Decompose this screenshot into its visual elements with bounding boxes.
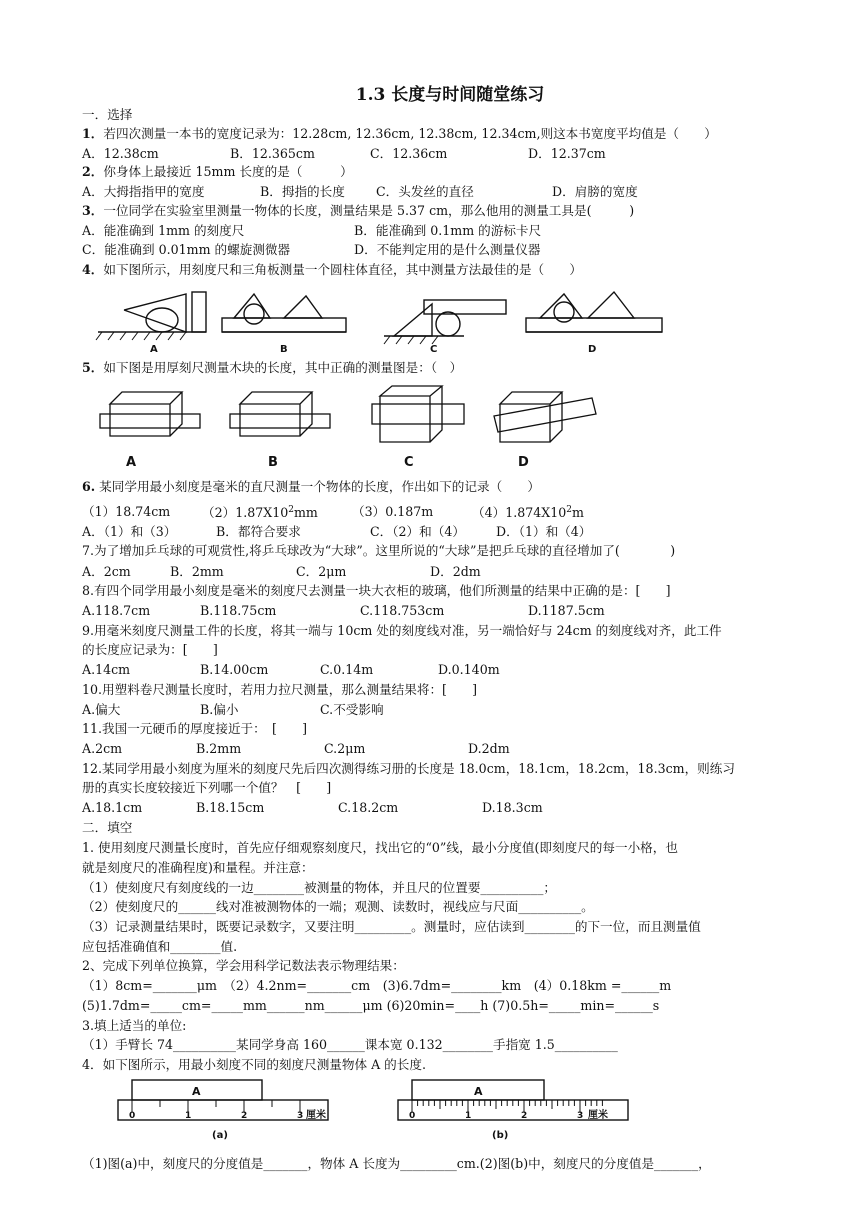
q4-label-a: A: [150, 344, 158, 355]
fig-b-tick-0: 0: [409, 1111, 416, 1121]
q4-label-d: D: [588, 344, 597, 355]
q6-record-4: $(4)1.874X10^2m$: [472, 505, 584, 521]
q10-option-c: C.不受影响: [320, 702, 384, 717]
fig-b-caption: (b): [492, 1130, 509, 1141]
q10-option-b: B.偏小: [200, 702, 239, 717]
fig-b-tick-1: 1: [465, 1111, 472, 1121]
page-title: 1.3 长度与时间随堂练习: [355, 85, 545, 105]
fill-1-line-c: （1）使刻度尺有刻度线的一边________被测量的物体，并且尺的位置要__________；: [82, 880, 556, 895]
section-fill: 二．填空: [82, 820, 133, 835]
q12-option-c: C.18.2cm: [338, 800, 399, 815]
fig-a-tick-2: 2: [241, 1111, 248, 1121]
fill-2-line-a: 2、完成下列单位换算，学会用科学记数法表示物理结果：: [82, 958, 405, 973]
question-1: 1．若四次测量一本书的宽度记录为：12.28cm, 12.36cm, 12.38cm, 12.34cm,则这本书宽度平均值是（ ）: [82, 126, 717, 141]
q6-option-d: D．（1）和（4）: [496, 524, 592, 539]
question-9: 9.用毫米刻度尺测量工件的长度，将其一端与 10cm 处的刻度线对准，另一端恰好与 24cm 的刻度线对齐，此工件: [82, 623, 722, 638]
q1-option-a: A．12.38cm: [82, 146, 159, 161]
question-7: 7.为了增加乒乓球的可观赏性,将乒乓球改为“大球”。这里所说的“大球”是把乒乓球的直径增加了( ): [82, 543, 676, 558]
fig-b-unit: 厘米: [588, 1110, 608, 1121]
fill-3-line-b: （1）手臂长 74__________某同学身高 160______课本宽 0.132________手指宽 1.5__________: [82, 1037, 618, 1052]
q7-option-d: D．2dm: [430, 564, 481, 579]
q6-record-1: （1）18.74cm: [82, 504, 171, 519]
q5-figure: [96, 384, 616, 474]
question-2: 2．你身体上最接近 15mm 长度的是（ ）: [82, 164, 353, 179]
q8-option-d: D.1187.5cm: [528, 603, 605, 618]
question-10: 10.用塑料卷尺测量长度时，若用力拉尺测量，那么测量结果将：[ ]: [82, 682, 478, 697]
q2-option-b: B．拇指的长度: [260, 184, 345, 199]
fig-b-tick-3: 3: [577, 1111, 584, 1121]
q6-record-2: $(2)1.87X10^2mm$: [202, 505, 318, 521]
fig-a-tick-0: 0: [129, 1111, 136, 1121]
fill-1-line-a: 1. 使用刻度尺测量长度时，首先应仔细观察刻度尺，找出它的“0”线，最小分度值(即刻度尺的每一小格，也: [82, 840, 678, 855]
q12-option-d: D.18.3cm: [482, 800, 543, 815]
q7-option-a: A．2cm: [82, 564, 131, 579]
fill-3-line-a: 3.填上适当的单位:: [82, 1018, 187, 1033]
fig-a-tick-1: 1: [185, 1111, 192, 1121]
question-5: 5．如下图是用厚刻尺测量木块的长度，其中正确的测量图是：（ ）: [82, 360, 463, 375]
q9-option-b: B.14.00cm: [200, 662, 269, 677]
fig-a-unit: 厘米: [306, 1110, 326, 1121]
q5-label-d: D: [518, 455, 529, 470]
fill-1-line-d: （2）使刻度尺的______线对准被测物体的一端；观测、读数时，视线应与尺面__________。: [82, 899, 594, 914]
question-4: 4．如下图所示，用刻度尺和三角板测量一个圆柱体直径，其中测量方法最佳的是（ ）: [82, 262, 582, 277]
q4-label-b: B: [280, 344, 288, 355]
q11-option-a: A.2cm: [82, 741, 123, 756]
q10-option-a: A.偏大: [82, 702, 121, 717]
fig-b-block-label: A: [474, 1085, 483, 1098]
q5-label-b: B: [268, 455, 278, 470]
q1-option-b: B．12.365cm: [230, 146, 315, 161]
fill-2-line-b: （1）8cm=_______μm （2）4.2nm=_______cm (3)6.7dm=________km (4）0.18km =______m: [82, 978, 672, 993]
q1-option-c: C．12.36cm: [370, 146, 448, 161]
q8-option-c: C.118.753cm: [360, 603, 445, 618]
q2-option-a: A．大拇指指甲的宽度: [82, 184, 205, 199]
fill-1-line-f: 应包括准确值和________值.: [82, 939, 238, 954]
q6-record-3: （3）0.187m: [352, 504, 434, 519]
fig-a-caption: (a): [212, 1130, 228, 1141]
fig-a-block-label: A: [192, 1085, 201, 1098]
question-12-cont: 册的真实长度较接近下列哪一个值？ [ ]: [82, 780, 332, 795]
fill-1-line-e: （3）记录测量结果时，既要记录数字，又要注明_________。测量时，应估读到________的下一位，而且测量值: [82, 919, 701, 934]
q4-label-c: C: [430, 344, 438, 355]
q9-option-d: D.0.140m: [438, 662, 500, 677]
q2-option-c: C．头发丝的直径: [376, 184, 474, 199]
q11-option-d: D.2dm: [468, 741, 510, 756]
question-3: 3．一位同学在实验室里测量一物体的长度，测量结果是 5.37 cm，那么他用的测量工具是( ): [82, 203, 635, 218]
fig-a-tick-3: 3: [297, 1111, 304, 1121]
q7-option-c: C．2μm: [296, 564, 347, 579]
question-11: 11.我国一元硬币的厚度接近于： [ ]: [82, 721, 308, 736]
fill-4-figure: [112, 1076, 642, 1146]
question-6: 6. 某同学用最小刻度是毫米的直尺测量一个物体的长度，作出如下的记录（ ）: [82, 479, 540, 494]
section-choice: 一．选择: [82, 107, 133, 122]
fig-b-tick-2: 2: [521, 1111, 528, 1121]
q4-figure: [94, 290, 674, 356]
q1-option-d: D．12.37cm: [528, 146, 606, 161]
fill-2-line-c: (5)1.7dm=_____cm=_____mm______nm______μm (6)20min=____h (7)0.5h=_____min=______s: [82, 998, 660, 1013]
q6-option-b: B．都符合要求: [216, 524, 301, 539]
q5-label-c: C: [404, 455, 414, 470]
q9-option-c: C.0.14m: [320, 662, 374, 677]
question-8: 8.有四个同学用最小刻度是毫米的刻度尺去测量一块大衣柜的玻璃，他们所测量的结果中正确的是：[ ]: [82, 583, 671, 598]
q8-option-b: B.118.75cm: [200, 603, 277, 618]
q11-option-b: B.2mm: [196, 741, 242, 756]
q6-option-c: C．（2）和（4）: [370, 524, 465, 539]
q3-option-a: A．能准确到 1mm 的刻度尺: [82, 223, 245, 238]
q6-option-a: A．（1）和（3）: [82, 524, 177, 539]
fill-4-line-b: （1)图(a)中，刻度尺的分度值是_______，物体 A 长度为_________cm.(2)图(b)中，刻度尺的分度值是_______，: [82, 1156, 711, 1171]
q7-option-b: B．2mm: [170, 564, 224, 579]
q5-label-a: A: [126, 455, 137, 470]
fill-1-line-b: 就是刻度尺的准确程度)和量程。并注意：: [82, 860, 314, 875]
q3-option-c: C．能准确到 0.01mm 的螺旋测微器: [82, 242, 291, 257]
question-9-cont: 的长度应记录为：[ ]: [82, 642, 218, 657]
q11-option-c: C.2μm: [324, 741, 366, 756]
q12-option-b: B.18.15cm: [196, 800, 265, 815]
q12-option-a: A.18.1cm: [82, 800, 143, 815]
q3-option-b: B．能准确到 0.1mm 的游标卡尺: [354, 223, 542, 238]
q8-option-a: A.118.7cm: [82, 603, 151, 618]
fill-4-line-a: 4．如下图所示，用最小刻度不同的刻度尺测量物体 A 的长度.: [82, 1057, 426, 1072]
question-12: 12.某同学用最小刻度为厘米的刻度尺先后四次测得练习册的长度是 18.0cm，18.1cm，18.2cm，18.3cm，则练习: [82, 761, 735, 776]
q2-option-d: D．肩膀的宽度: [552, 184, 638, 199]
q9-option-a: A.14cm: [82, 662, 131, 677]
q3-option-d: D．不能判定用的是什么测量仪器: [354, 242, 541, 257]
